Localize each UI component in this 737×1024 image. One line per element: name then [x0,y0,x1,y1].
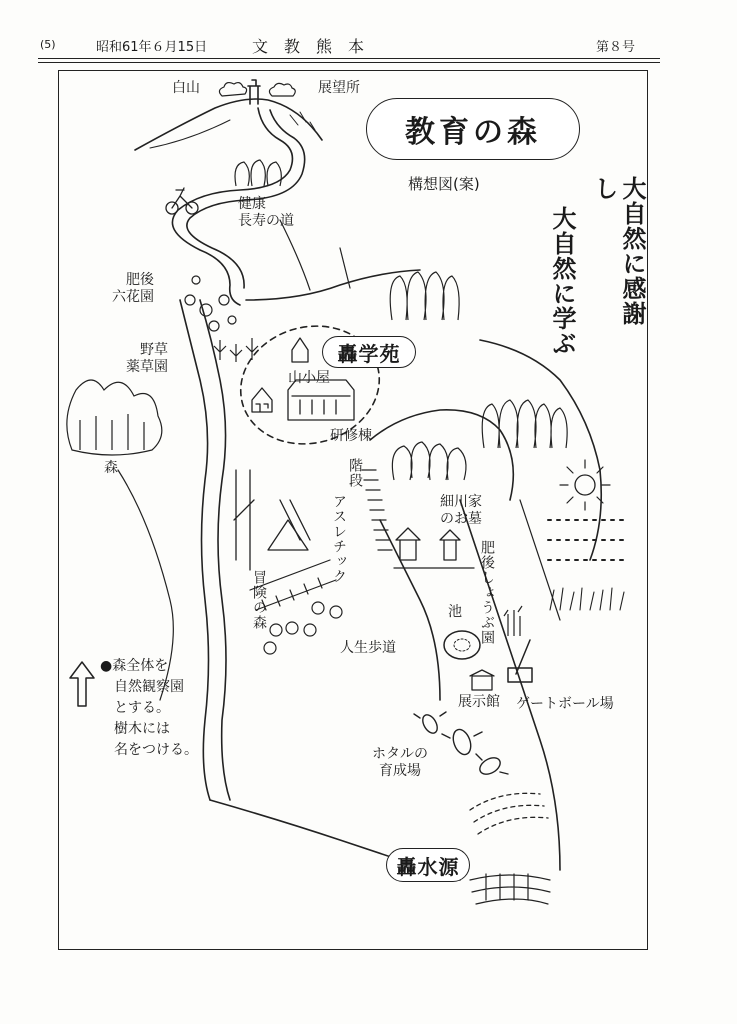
sun-icon [575,475,595,495]
herb-plants [214,338,258,362]
gateball-icon [508,640,532,682]
label-observatory: 展望所 [318,80,360,96]
page-number: (5) [40,38,56,51]
mountain-shading [150,112,315,148]
yamagoya-icon [252,388,272,412]
exhibition-hall-icon [470,670,494,690]
firefly-icons [414,712,508,778]
map-note [100,656,198,761]
trees-center [392,442,466,480]
label-todoroki-suigen: 轟水源 [396,854,460,879]
label-kenshuto: 研修棟 [330,428,372,444]
nursery-rows [470,793,548,834]
slogan-1: 大自然に感謝し [590,176,647,326]
label-exhibition-hall: 展示館 [458,694,500,710]
note-line-5: 名をつける。 [114,742,198,758]
issue-date: 昭和61年６月15日 [96,40,208,55]
stump-icons [264,602,342,654]
east-road [480,340,601,560]
label-forest: 森 [104,460,118,476]
label-pond: 池 [448,604,462,620]
gakuen-pill [322,336,416,368]
iris-plants [504,606,522,636]
trees-mid-right [482,400,567,448]
trees-upper-left [235,160,281,186]
label-athletic: アスレチック [331,494,347,584]
issue-number: 第８号 [596,40,636,55]
pond-icon [444,631,480,659]
cloud-left-icon [219,83,246,96]
field-grass [550,588,624,610]
stairs-icon [362,470,392,550]
label-yamagoya: 山小屋 [288,370,330,386]
label-higo-rokkaen: 肥後 六花園 [112,272,154,305]
label-life-path: 人生歩道 [340,640,396,656]
note-line-4: 樹木には [114,721,170,737]
label-kaidan: 階段 [347,458,363,488]
adventure-tower-icon [234,470,310,570]
label-adventure-forest: 冒険の森 [251,570,267,630]
label-todoroki-gakuen: 轟学苑 [337,341,401,366]
slogan-2: 大自然に学ぶ [548,206,577,356]
hut-small-icon [292,338,308,362]
label-firefly: ホタルの 育成場 [372,746,428,779]
label-gateball: ゲートボール場 [516,696,614,712]
map-title: 教育の森 [405,115,541,150]
flowers-rokkaen [185,276,236,331]
label-yasou-yakusouen: 野草 薬草園 [126,342,168,375]
spring-icon [470,874,550,904]
mountain-outline [135,99,322,150]
trees-upper-right [390,272,459,320]
arrow-up-icon [70,662,94,706]
note-line-2: 自然観察園 [114,679,184,695]
hosokawa-grave-icon [394,528,474,568]
note-line-1: ●森全体を [100,658,169,674]
field-dots [548,520,628,560]
forest-trees-left [67,380,162,455]
newspaper-name: 文 教 熊 本 [252,37,365,56]
label-hakusan: 白山 [172,80,200,96]
observatory-icon [248,80,260,104]
label-higo-shobuen: 肥後しょうぶ園 [479,540,495,645]
label-kenko-road: 健康 長寿の道 [238,196,294,229]
suigen-pill [386,848,470,882]
label-hosokawa-grave: 細川家 のお墓 [440,494,482,527]
cloud-right-icon [269,83,295,96]
map-title-box [366,98,580,160]
map-subtitle: 構想図(案) [408,175,480,193]
note-line-3: とする。 [114,700,170,716]
